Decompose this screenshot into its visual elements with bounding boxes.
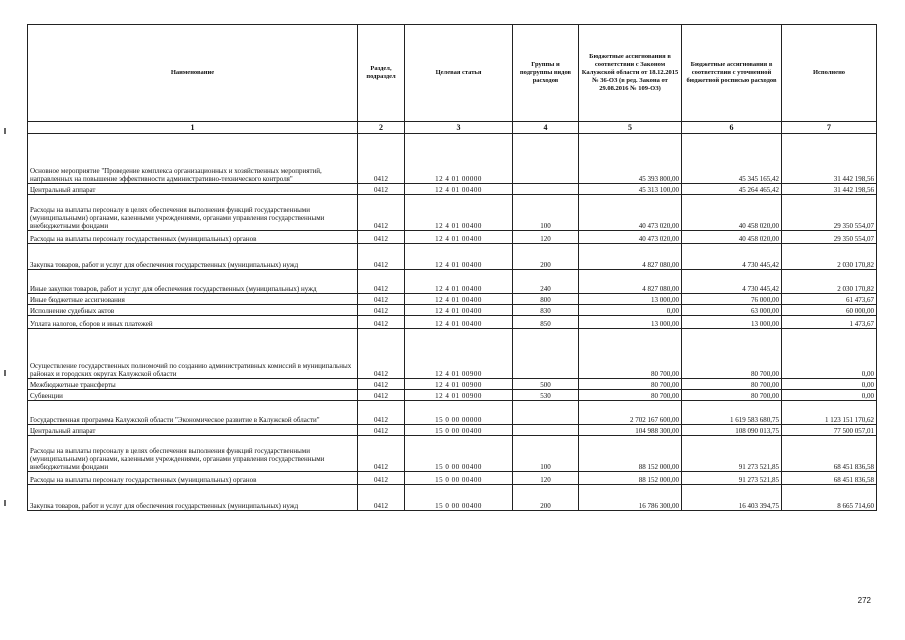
row-name: Расходы на выплаты персоналу государственных (муниципальных) органов (28, 472, 358, 485)
table-row (28, 294, 877, 305)
row-law-allocation: 45 313 100,00 (579, 184, 682, 195)
row-refined-allocation: 91 273 521,85 (682, 436, 782, 472)
row-law-allocation: 40 473 020,00 (579, 231, 682, 244)
row-name: Закупка товаров, работ и услуг для обеспечения государственных (муниципальных) нужд (28, 485, 358, 511)
row-executed: 31 442 198,56 (782, 134, 877, 184)
table-row (28, 305, 877, 316)
row-refined-allocation: 76 000,00 (682, 294, 782, 305)
row-refined-allocation: 80 700,00 (682, 379, 782, 390)
row-expense-group: 530 (513, 390, 579, 401)
header-groups: Группы и подгруппы видов расходов (513, 25, 579, 122)
row-executed: 77 500 057,01 (782, 425, 877, 436)
row-section: 0412 (358, 390, 405, 401)
row-expense-group: 850 (513, 316, 579, 329)
row-section: 0412 (358, 184, 405, 195)
row-law-allocation: 2 702 167 600,00 (579, 401, 682, 425)
row-expense-group: 120 (513, 231, 579, 244)
row-section: 0412 (358, 316, 405, 329)
row-executed: 61 473,67 (782, 294, 877, 305)
table-row (28, 244, 877, 270)
row-executed: 31 442 198,56 (782, 184, 877, 195)
row-section: 0412 (358, 472, 405, 485)
row-refined-allocation: 80 700,00 (682, 329, 782, 379)
col-number: 4 (513, 122, 579, 134)
row-section: 0412 (358, 294, 405, 305)
row-executed: 1 123 151 170,62 (782, 401, 877, 425)
row-executed: 2 030 170,82 (782, 270, 877, 294)
row-law-allocation: 88 152 000,00 (579, 472, 682, 485)
col-number: 6 (682, 122, 782, 134)
row-refined-allocation: 13 000,00 (682, 316, 782, 329)
row-expense-group: 500 (513, 379, 579, 390)
table-row (28, 329, 877, 379)
row-target-article: 12 4 01 00000 (405, 134, 513, 184)
row-name: Расходы на выплаты персоналу в целях обеспечения выполнения функций государственными (муниципальными) органами, казенными учреждениями, органами управления государственными внебюджетными фондами (28, 436, 358, 472)
row-refined-allocation: 4 730 445,42 (682, 270, 782, 294)
row-expense-group: 200 (513, 244, 579, 270)
table-row (28, 425, 877, 436)
row-refined-allocation: 16 403 394,75 (682, 485, 782, 511)
row-executed: 1 473,67 (782, 316, 877, 329)
row-name: Закупка товаров, работ и услуг для обеспечения государственных (муниципальных) нужд (28, 244, 358, 270)
row-law-allocation: 80 700,00 (579, 379, 682, 390)
margin-mark (4, 500, 6, 506)
row-target-article: 15 0 00 00400 (405, 436, 513, 472)
row-target-article: 12 4 01 00900 (405, 329, 513, 379)
row-target-article: 15 0 00 00400 (405, 425, 513, 436)
row-refined-allocation: 80 700,00 (682, 390, 782, 401)
row-law-allocation: 16 786 300,00 (579, 485, 682, 511)
row-refined-allocation: 63 000,00 (682, 305, 782, 316)
row-executed: 8 665 714,60 (782, 485, 877, 511)
row-law-allocation: 80 700,00 (579, 329, 682, 379)
row-target-article: 12 4 01 00400 (405, 270, 513, 294)
header-refined: Бюджетные ассигнования в соответствии с уточненной бюджетной росписью расходов (682, 25, 782, 122)
row-refined-allocation: 108 090 013,75 (682, 425, 782, 436)
row-expense-group: 240 (513, 270, 579, 294)
row-name: Расходы на выплаты персоналу в целях обеспечения выполнения функций государственными (муниципальными) органами, казенными учреждениями, органами управления государственными внебюджетными фондами (28, 195, 358, 231)
budget-table (27, 24, 877, 511)
row-expense-group (513, 134, 579, 184)
row-expense-group (513, 401, 579, 425)
row-law-allocation: 104 988 300,00 (579, 425, 682, 436)
row-section: 0412 (358, 134, 405, 184)
row-section: 0412 (358, 270, 405, 294)
row-section: 0412 (358, 379, 405, 390)
row-name: Субвенции (28, 390, 358, 401)
row-target-article: 12 4 01 00400 (405, 195, 513, 231)
row-law-allocation: 4 827 080,00 (579, 244, 682, 270)
table-row (28, 195, 877, 231)
row-expense-group (513, 184, 579, 195)
margin-mark (4, 370, 6, 376)
row-expense-group (513, 329, 579, 379)
table-row (28, 316, 877, 329)
row-refined-allocation: 4 730 445,42 (682, 244, 782, 270)
table-row (28, 436, 877, 472)
row-law-allocation: 40 473 020,00 (579, 195, 682, 231)
row-target-article: 12 4 01 00400 (405, 316, 513, 329)
row-name: Центральный аппарат (28, 425, 358, 436)
row-name: Иные закупки товаров, работ и услуг для обеспечения государственных (муниципальных) нужд (28, 270, 358, 294)
row-law-allocation: 88 152 000,00 (579, 436, 682, 472)
row-section: 0412 (358, 244, 405, 270)
table-row (28, 231, 877, 244)
row-refined-allocation: 40 458 020,00 (682, 231, 782, 244)
row-name: Центральный аппарат (28, 184, 358, 195)
row-name: Межбюджетные трансферты (28, 379, 358, 390)
row-law-allocation: 13 000,00 (579, 294, 682, 305)
row-law-allocation: 13 000,00 (579, 316, 682, 329)
row-name: Иные бюджетные ассигнования (28, 294, 358, 305)
row-refined-allocation: 45 264 465,42 (682, 184, 782, 195)
col-number: 7 (782, 122, 877, 134)
row-executed: 68 451 836,58 (782, 436, 877, 472)
header-target: Целевая статья (405, 25, 513, 122)
row-expense-group (513, 425, 579, 436)
row-refined-allocation: 40 458 020,00 (682, 195, 782, 231)
row-executed: 29 350 554,07 (782, 231, 877, 244)
row-name: Осуществление государственных полномочий по созданию административных комиссий в муниципальных районах и городских округах Калужской области (28, 329, 358, 379)
row-name: Уплата налогов, сборов и иных платежей (28, 316, 358, 329)
row-target-article: 12 4 01 00400 (405, 231, 513, 244)
row-executed: 0,00 (782, 390, 877, 401)
row-target-article: 15 0 00 00400 (405, 472, 513, 485)
row-executed: 2 030 170,82 (782, 244, 877, 270)
table-row (28, 134, 877, 184)
col-number: 3 (405, 122, 513, 134)
row-executed: 68 451 836,58 (782, 472, 877, 485)
row-target-article: 12 4 01 00400 (405, 244, 513, 270)
table-header-row (28, 25, 877, 122)
col-number: 5 (579, 122, 682, 134)
page-number: 272 (857, 596, 871, 605)
table-row (28, 472, 877, 485)
row-executed: 0,00 (782, 379, 877, 390)
row-executed: 0,00 (782, 329, 877, 379)
table-row (28, 379, 877, 390)
row-law-allocation: 0,00 (579, 305, 682, 316)
row-target-article: 15 0 00 00400 (405, 485, 513, 511)
row-expense-group: 100 (513, 436, 579, 472)
col-number: 1 (28, 122, 358, 134)
row-refined-allocation: 91 273 521,85 (682, 472, 782, 485)
row-refined-allocation: 45 345 165,42 (682, 134, 782, 184)
table-row (28, 485, 877, 511)
row-target-article: 12 4 01 00400 (405, 294, 513, 305)
row-target-article: 12 4 01 00900 (405, 379, 513, 390)
header-done: Исполнено (782, 25, 877, 122)
row-name: Государственная программа Калужской области "Экономическое развитие в Калужской области" (28, 401, 358, 425)
table-row (28, 184, 877, 195)
margin-mark (4, 128, 6, 134)
row-target-article: 12 4 01 00900 (405, 390, 513, 401)
row-target-article: 15 0 00 00000 (405, 401, 513, 425)
row-law-allocation: 80 700,00 (579, 390, 682, 401)
header-section: Раздел, подраздел (358, 25, 405, 122)
row-target-article: 12 4 01 00400 (405, 305, 513, 316)
row-name: Исполнение судебных актов (28, 305, 358, 316)
header-name: Наименование (28, 25, 358, 122)
row-law-allocation: 45 393 800,00 (579, 134, 682, 184)
row-target-article: 12 4 01 00400 (405, 184, 513, 195)
row-section: 0412 (358, 485, 405, 511)
row-expense-group: 120 (513, 472, 579, 485)
row-section: 0412 (358, 401, 405, 425)
row-expense-group: 100 (513, 195, 579, 231)
row-expense-group: 200 (513, 485, 579, 511)
table-row (28, 390, 877, 401)
table-row (28, 401, 877, 425)
row-section: 0412 (358, 329, 405, 379)
row-section: 0412 (358, 436, 405, 472)
row-section: 0412 (358, 195, 405, 231)
row-name: Основное мероприятие "Проведение комплекса организационных и хозяйственных мероприятий, направленных на повышение эффективности административно-технического контроля" (28, 134, 358, 184)
row-name: Расходы на выплаты персоналу государственных (муниципальных) органов (28, 231, 358, 244)
row-expense-group: 800 (513, 294, 579, 305)
row-section: 0412 (358, 305, 405, 316)
row-executed: 29 350 554,07 (782, 195, 877, 231)
row-executed: 60 000,00 (782, 305, 877, 316)
column-number-row (28, 122, 877, 134)
row-section: 0412 (358, 425, 405, 436)
row-law-allocation: 4 827 080,00 (579, 270, 682, 294)
row-expense-group: 830 (513, 305, 579, 316)
header-law: Бюджетные ассигнования в соответствии с Законом Калужской области от 18.12.2015 № 36-ОЗ (в ред. Закона от 29.08.2016 № 109-ОЗ) (579, 25, 682, 122)
row-refined-allocation: 1 619 583 680,75 (682, 401, 782, 425)
table-row (28, 270, 877, 294)
row-section: 0412 (358, 231, 405, 244)
col-number: 2 (358, 122, 405, 134)
